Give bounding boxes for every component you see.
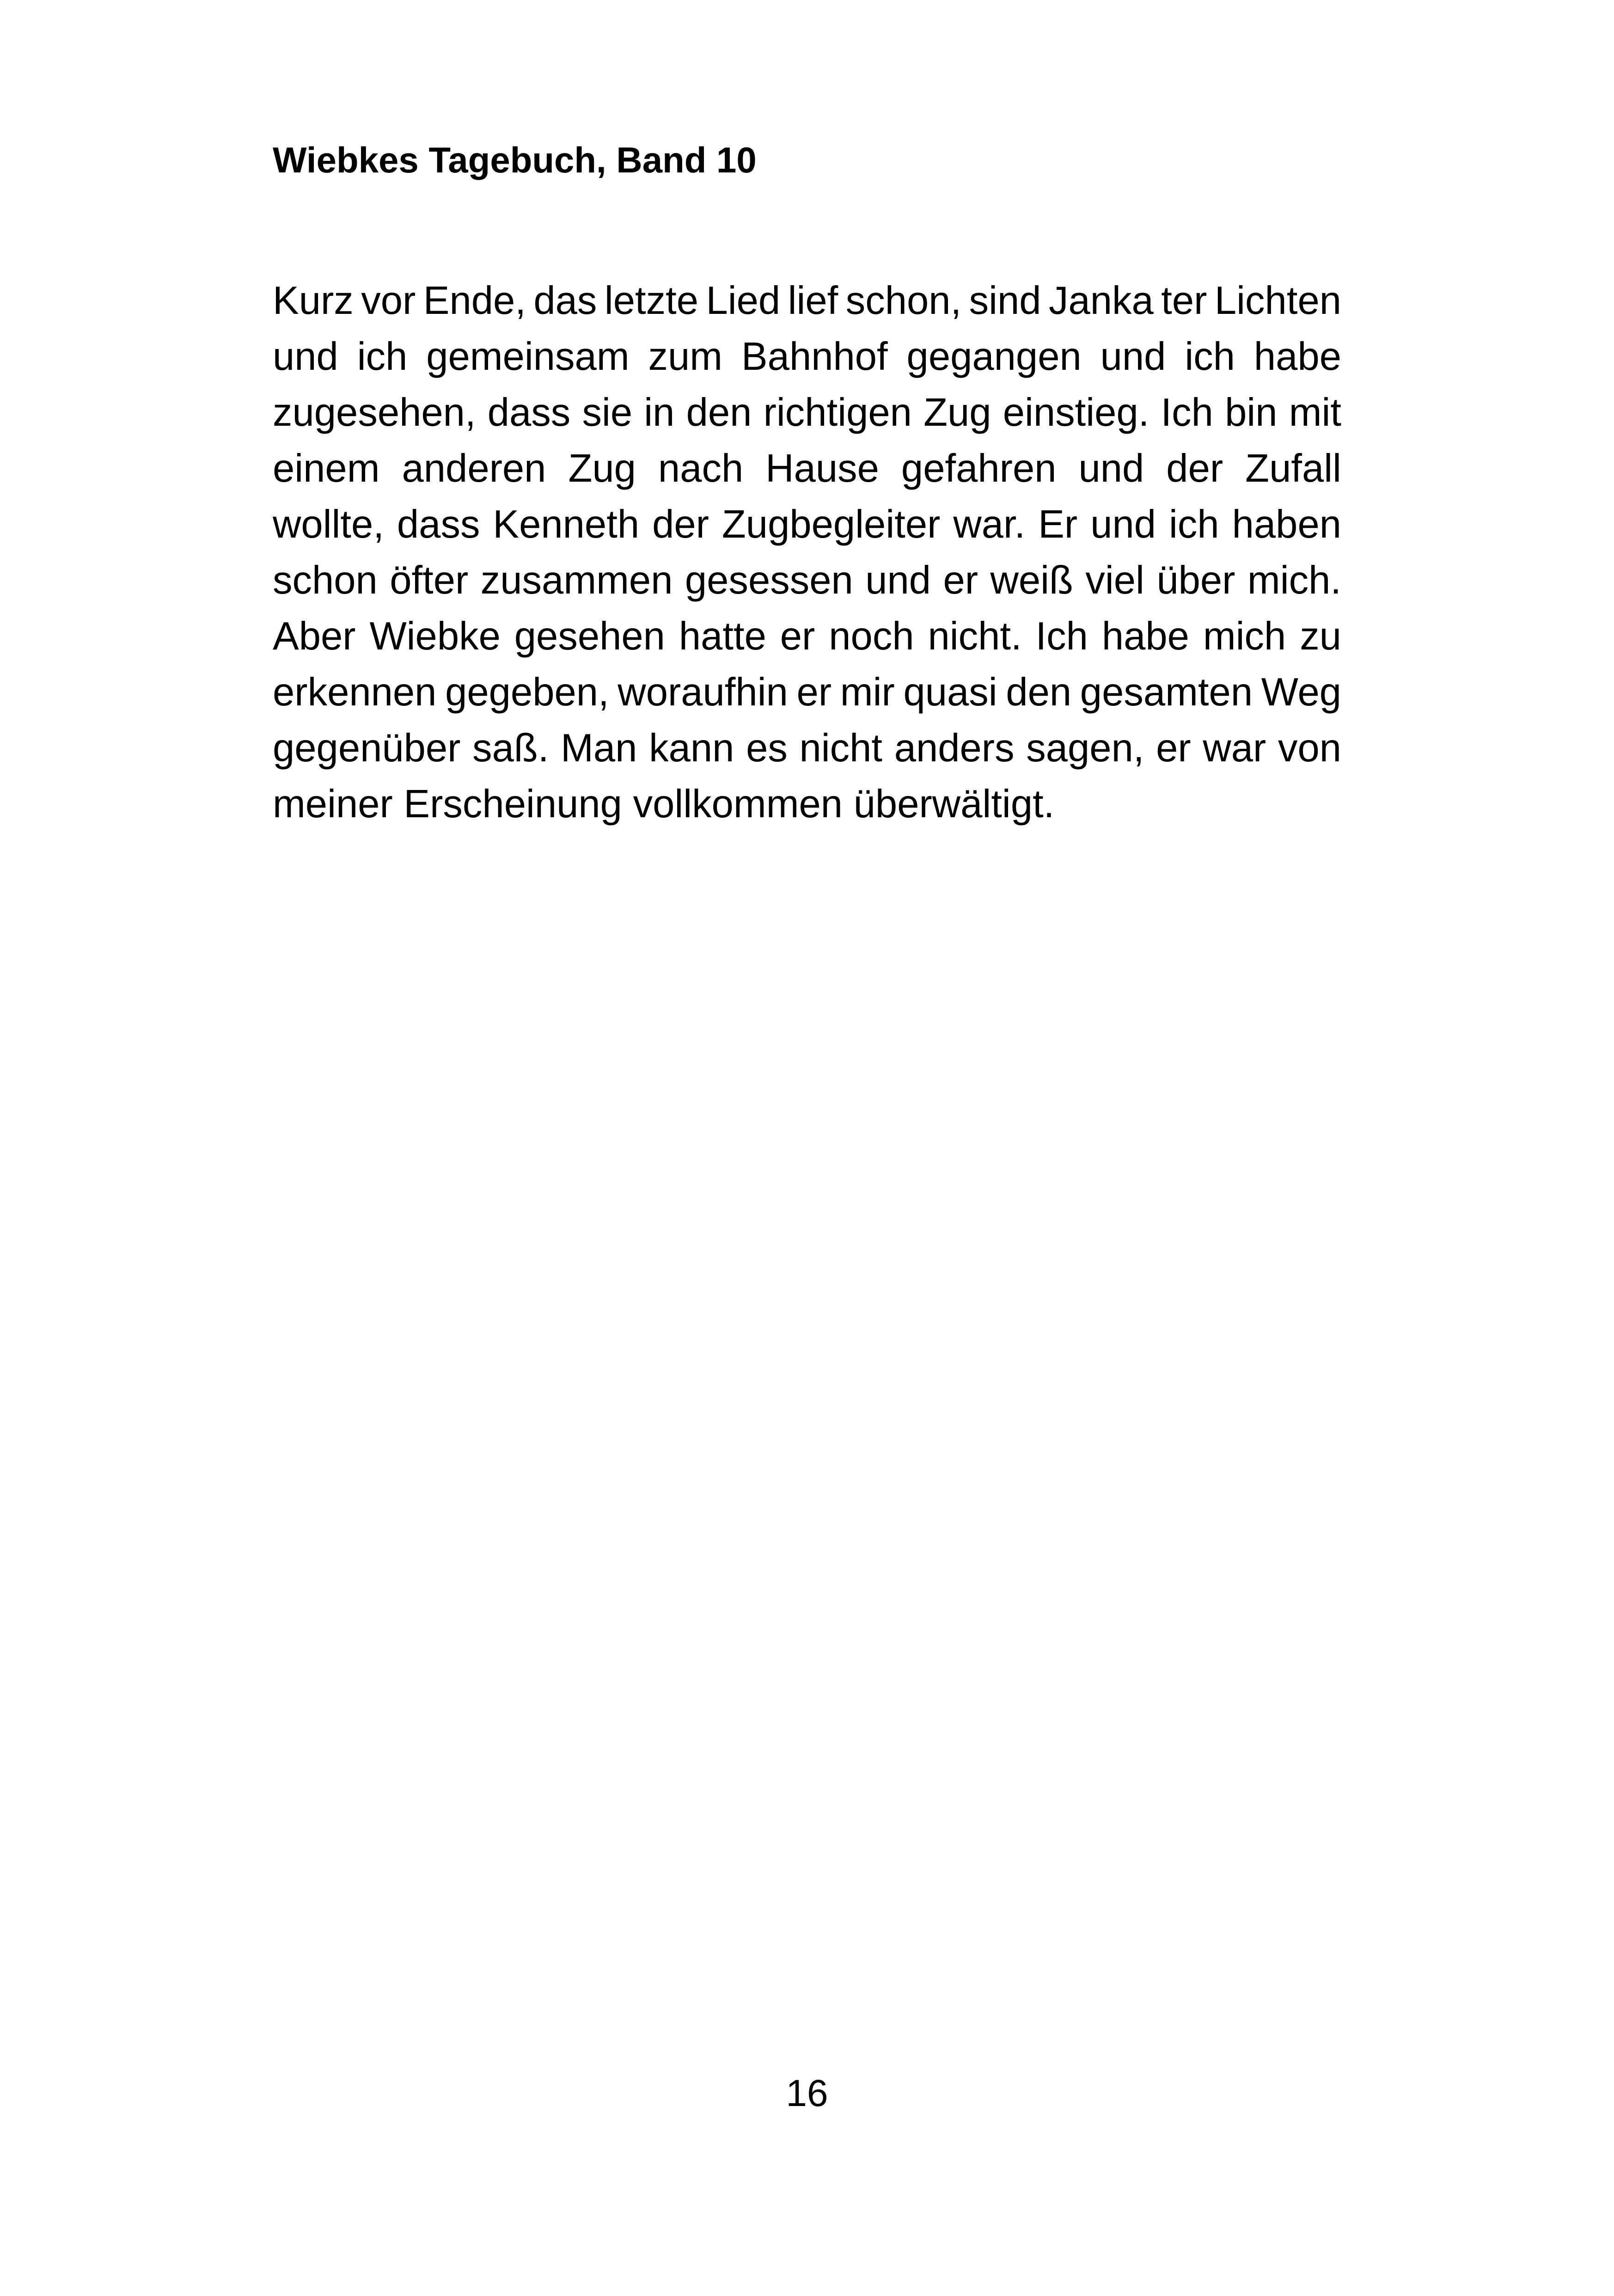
paragraph-line: schon öfter zusammen gesessen und er weiß viel über mich. — [273, 558, 1341, 602]
paragraph-line: und ich gemeinsam zum Bahnhof gegangen und ich habe — [273, 335, 1341, 379]
paragraph-line: wollte, dass Kenneth der Zugbegleiter war. Er und ich haben — [273, 502, 1341, 546]
paragraph-line: erkennen gegeben, woraufhin er mir quasi den gesamten Weg — [273, 670, 1341, 714]
page-number: 16 — [786, 2072, 828, 2114]
paragraph-line: zugesehen, dass sie in den richtigen Zug einstieg. Ich bin mit — [273, 391, 1341, 435]
paragraph-line: gegenüber saß. Man kann es nicht anders sagen, er war von — [273, 726, 1341, 770]
paragraph-line: Aber Wiebke gesehen hatte er noch nicht. Ich habe mich zu — [273, 614, 1341, 658]
paragraph-line: Kurz vor Ende, das letzte Lied lief schon, sind Janka ter Lichten — [273, 279, 1341, 323]
running-header: Wiebkes Tagebuch, Band 10 — [273, 140, 757, 180]
paragraph-line: einem anderen Zug nach Hause gefahren und der Zufall — [273, 447, 1341, 490]
paragraph-line: meiner Erscheinung vollkommen überwältigt. — [273, 782, 1055, 826]
body-paragraph — [273, 273, 1341, 832]
